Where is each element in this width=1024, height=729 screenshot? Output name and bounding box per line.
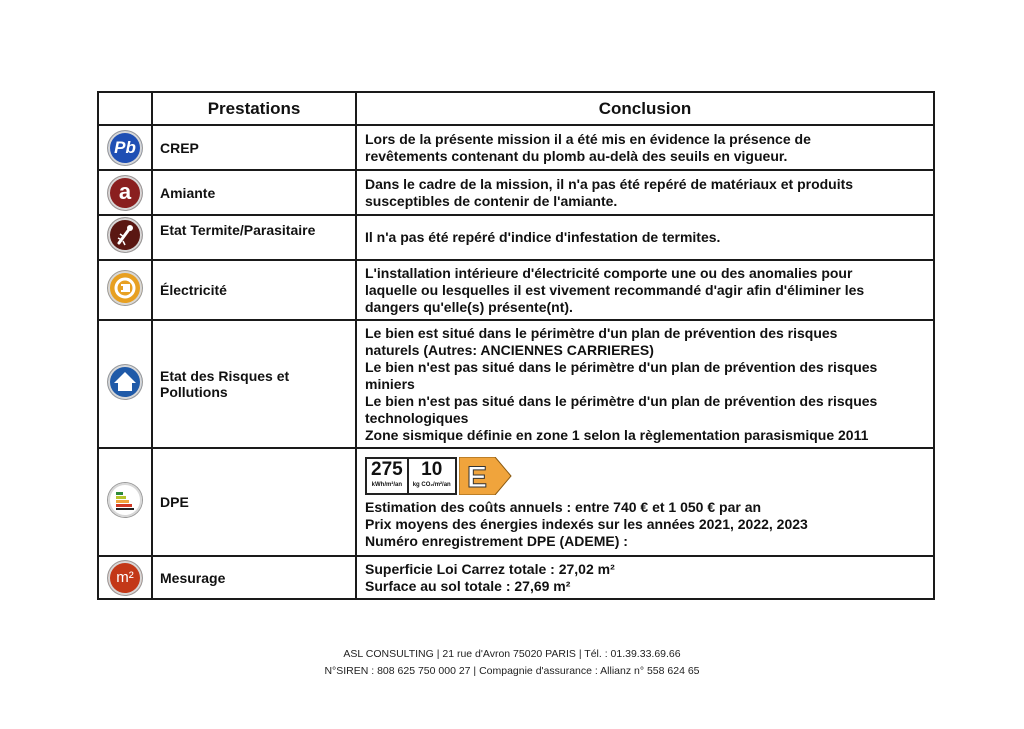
conclusion-text: Superficie Loi Carrez totale : 27,02 m² Surface au sol totale : 27,69 m² [356, 556, 934, 599]
footer-siren-line: N°SIREN : 808 625 750 000 27 | Compagnie d'assurance : Allianz n° 558 624 65 [324, 665, 700, 677]
prestation-label: Électricité [152, 260, 356, 320]
conclusion-text: Dans le cadre de la mission, il n'a pas été repéré de matériaux et produits susceptibles de contenir de l'amiante. [356, 170, 934, 215]
prestation-label: Amiante [152, 170, 356, 215]
prestation-label: CREP [152, 125, 356, 170]
prestation-label: Etat des Risques et Pollutions [152, 320, 356, 448]
table-row [98, 260, 934, 320]
table-row [98, 556, 934, 599]
asbestos-icon: a [108, 176, 142, 210]
conclusion-text: Lors de la présente mission il a été mis en évidence la présence de revêtements contenant du plomb au-delà des seuils en vigueur. [356, 125, 934, 170]
table-header-row [98, 92, 934, 125]
prestation-label: Etat Termite/Parasitaire [152, 215, 356, 260]
table-row [98, 215, 934, 260]
footer-company-line: ASL CONSULTING | 21 rue d'Avron 75020 PARIS | Tél. : 01.39.33.69.66 [343, 648, 681, 660]
conclusion-text: Il n'a pas été repéré d'indice d'infestation de termites. [356, 215, 934, 260]
header-prestations: Prestations [152, 92, 356, 125]
table-row [98, 448, 934, 556]
energy-bars-icon [108, 483, 142, 517]
conclusion-text: L'installation intérieure d'électricité comporte une ou des anomalies pour laquelle ou lesquelles il est vivement recommandé d'agir afin d'éliminer les dangers qu'elle(s) présente(nt). [356, 260, 934, 320]
dpe-class-arrow [459, 457, 513, 495]
risk-house-icon [108, 365, 142, 399]
prestation-label: Mesurage [152, 556, 356, 599]
header-icon-cell [98, 92, 152, 125]
table-row [98, 170, 934, 215]
prestation-label: DPE [152, 448, 356, 556]
header-conclusion: Conclusion [356, 92, 934, 125]
conclusion-text: 275 kWh/m²/an 10 kg CO₂/m²/an E Estimation des coûts annuels : entre 740 € et 1 050 € par an Prix moyens des énergies indexés sur les années 2021, 2022, 2023 Numéro enregistrement DPE (ADEME) : [356, 448, 934, 556]
conclusion-text: Le bien est situé dans le périmètre d'un plan de prévention des risques naturels (Autres: ANCIENNES CARRIERES) Le bien n'est pas situé dans le périmètre d'un plan de prévention des risques miniers Le bien n'est pas situé dans le périmètre d'un plan de prévention des risques technologiques Zone sismique définie en zone 1 selon la règlementation parasismique 2011 [356, 320, 934, 448]
ges-emission: 10 kg CO₂/m²/an [407, 457, 457, 495]
diagnostics-summary-table [97, 91, 935, 600]
lead-icon: Pb [108, 131, 142, 165]
dpe-class-letter: E [466, 461, 487, 494]
electricity-plug-icon [108, 271, 142, 305]
table-row [98, 320, 934, 448]
energy-consumption: 275 kWh/m²/an [365, 457, 407, 495]
dpe-label-box [365, 457, 925, 495]
termite-icon [108, 218, 142, 252]
surface-m2-icon: m² [108, 561, 142, 595]
table-row [98, 125, 934, 170]
